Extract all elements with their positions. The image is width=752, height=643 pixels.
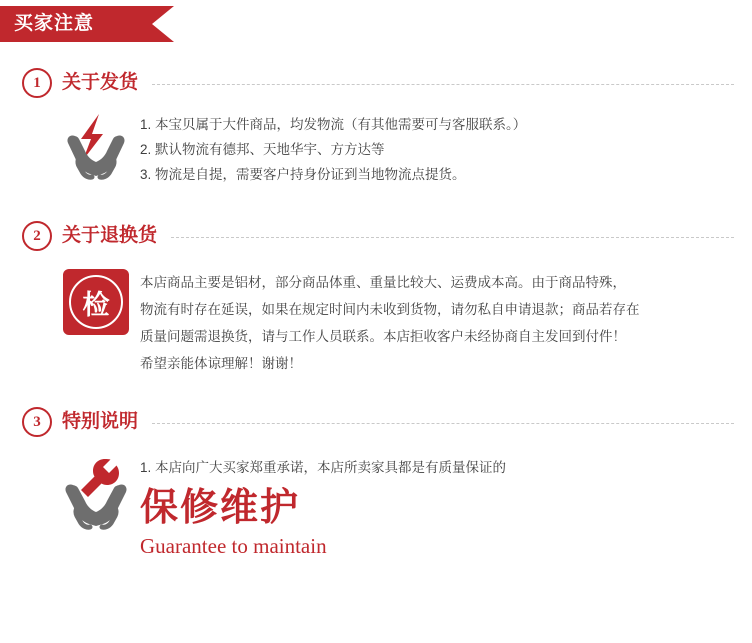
section-number-badge: 3: [22, 407, 52, 437]
section-returns-text: [140, 269, 722, 377]
section-shipping-title: 关于发货: [62, 72, 139, 93]
returns-line-3: 质量问题需退换货，请与工作人员联系。本店拒收客户未经协商自主发回到付件！: [140, 329, 626, 344]
section-special-note: [0, 407, 752, 560]
warranty-title-en: Guarantee to maintain: [140, 534, 327, 558]
section-special-note-artwork: [52, 455, 140, 527]
warranty-title-cn: 保修维护: [140, 487, 301, 529]
hands-wrench-icon: [59, 455, 133, 527]
shipping-line-3: 3. 物流是自提，需要客户持身份证到当地物流点提货。: [140, 167, 466, 182]
section-special-note-text: [140, 455, 722, 560]
section-returns-header: [0, 221, 752, 251]
section-shipping-text: [140, 112, 722, 187]
section-special-note-title: 特别说明: [62, 411, 139, 432]
section-returns-title: 关于退换货: [62, 225, 158, 246]
shipping-line-1: 1. 本宝贝属于大件商品，均发物流（有其他需要可与客服联系。）: [140, 117, 527, 132]
section-special-note-header: [0, 407, 752, 437]
section-shipping: [0, 68, 752, 187]
section-divider: [152, 423, 734, 424]
banner-ribbon-notch: [152, 6, 174, 42]
section-shipping-body: [0, 112, 752, 187]
section-number-badge: 1: [22, 68, 52, 98]
banner-title: 买家注意: [14, 13, 95, 34]
section-divider: [171, 237, 734, 238]
section-shipping-artwork: [52, 112, 140, 184]
hands-lightning-icon: [59, 112, 133, 184]
section-returns: [0, 221, 752, 377]
section-returns-body: [0, 269, 752, 377]
stamp-character: 检: [69, 275, 123, 329]
section-divider: [152, 84, 734, 85]
inspection-stamp-icon: [63, 269, 129, 335]
shipping-line-2: 2. 默认物流有德邦、天地华宇、方方达等: [140, 142, 385, 157]
returns-line-4: 希望亲能体谅理解！谢谢！: [140, 356, 302, 371]
section-special-note-body: [0, 455, 752, 560]
section-shipping-header: [0, 68, 752, 98]
returns-line-1: 本店商品主要是铝材，部分商品体重、重量比较大、运费成本高。由于商品特殊，: [140, 275, 626, 290]
banner-ribbon: [0, 6, 176, 42]
returns-line-2: 物流有时存在延误，如果在规定时间内未收到货物，请勿私自申请退款；商品若存在: [140, 302, 640, 317]
section-returns-artwork: [52, 269, 140, 335]
buyer-notice-page: [0, 6, 752, 643]
special-note-line-1: 1. 本店向广大买家郑重承诺，本店所卖家具都是有质量保证的: [140, 460, 507, 475]
section-number-badge: 2: [22, 221, 52, 251]
warranty-block: [140, 486, 722, 560]
